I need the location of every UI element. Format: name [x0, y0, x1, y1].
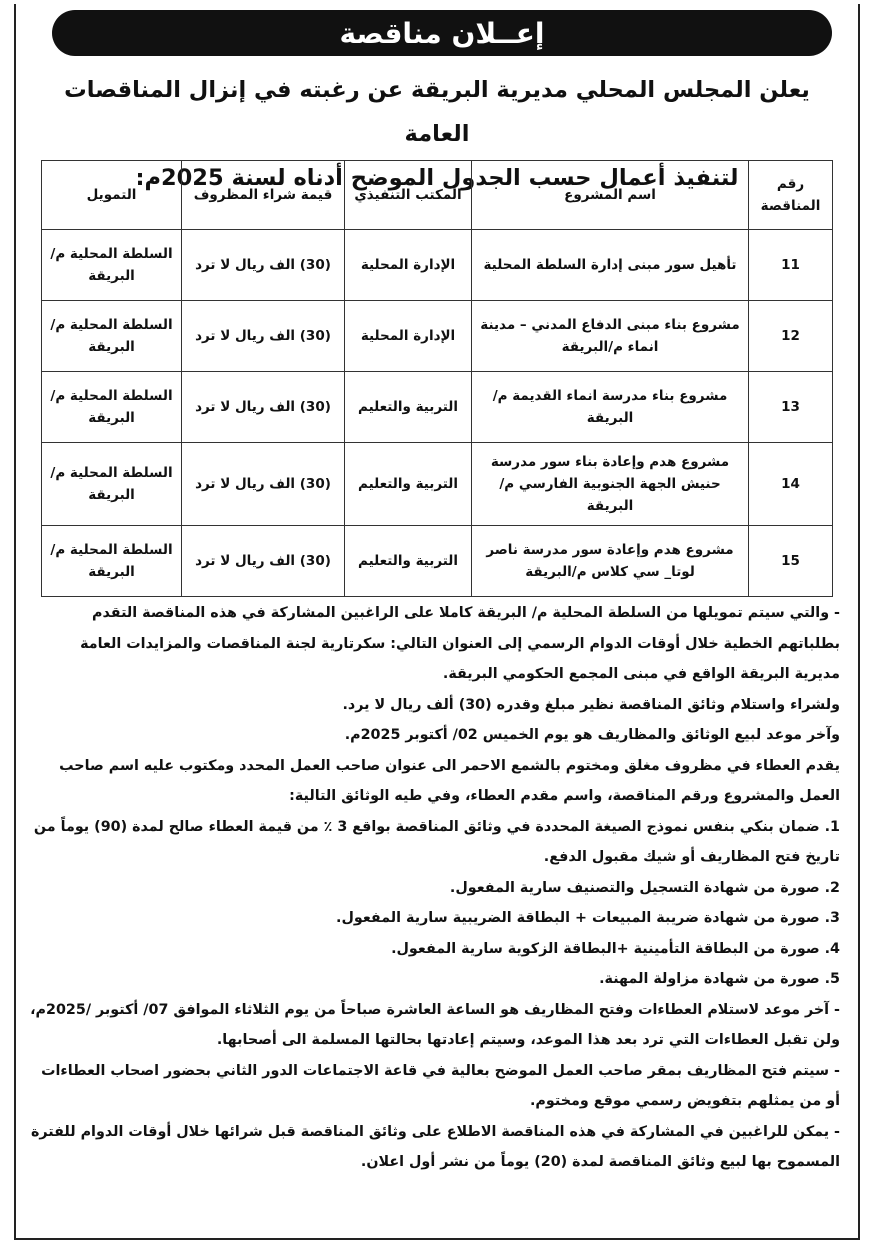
cell-price: (30) الف ريال لا ترد	[182, 443, 345, 526]
paragraph-sale-deadline: وآخر موعد لبيع الوثائق والمظاريف هو يوم الخميس 02/ أكتوبر 2025م.	[344, 727, 840, 743]
cell-funding: السلطة المحلية م/ البريقة	[42, 526, 182, 597]
cell-number: 12	[749, 301, 833, 372]
cell-number: 15	[749, 526, 833, 597]
intro-line-1: يعلن المجلس المحلي مديرية البريقة عن رغبته في إنزال المناقصات العامة	[64, 77, 810, 147]
cell-project: مشروع بناء مدرسة انماء القديمة م/البريقة	[472, 372, 749, 443]
table-header-row	[42, 161, 833, 230]
header-price: قيمة شراء المظروف	[182, 161, 345, 230]
cell-office: التربية والتعليم	[345, 372, 472, 443]
table-row	[42, 301, 833, 372]
paragraph-submission-rules: يقدم العطاء في مظروف مغلق ومختوم بالشمع الاحمر الى عنوان صاحب العمل المحدد ومكتوب عليه اسم صاحب العمل والمشروع ورقم المناقصة، واسم مقدم العطاء، وفي طيه الوثائق التالية:	[59, 757, 840, 804]
required-document-item: 3. صورة من شهادة ضريبة المبيعات + البطاقة الضريبية سارية المفعول.	[336, 910, 840, 926]
cell-funding: السلطة المحلية م/ البريقة	[42, 372, 182, 443]
required-document-item: 1. ضمان بنكي بنفس نموذج الصيغة المحددة في وثائق المناقصة بواقع 3 ٪ من قيمة العطاء صالح لمدة (90) يوماً من تاريخ فتح المظاريف أو شيك مقبول الدفع.	[33, 818, 840, 865]
header-funding: التمويل	[42, 161, 182, 230]
cell-price: (30) الف ريال لا ترد	[182, 230, 345, 301]
cell-funding: السلطة المحلية م/ البريقة	[42, 230, 182, 301]
cell-price: (30) الف ريال لا ترد	[182, 372, 345, 443]
header-number: رقم المناقصة	[749, 161, 833, 230]
table-row	[42, 372, 833, 443]
header-office: المكتب التنفيذي	[345, 161, 472, 230]
cell-office: التربية والتعليم	[345, 526, 472, 597]
paragraph-opening-location: - سيتم فتح المظاريف بمقر صاحب العمل الموضح بعالية في قاعة الاجتماعات الدور الثاني بحضور اصحاب العطاءات أو من يمثلهم بتفويض رسمي موقع ومختوم.	[41, 1062, 840, 1109]
cell-number: 13	[749, 372, 833, 443]
cell-number: 11	[749, 230, 833, 301]
cell-project: مشروع هدم وإعادة سور مدرسة ناصر لوتا_ سي كلاس م/البريقة	[472, 526, 749, 597]
cell-project: مشروع بناء مبنى الدفاع المدني – مدينة انماء م/البريقة	[472, 301, 749, 372]
required-document-item: 4. صورة من البطاقة التأمينية +البطاقة الزكوية سارية المفعول.	[391, 940, 840, 957]
banner-title: إعــلان مناقصة	[339, 16, 545, 50]
header-project: اسم المشروع	[472, 161, 749, 230]
cell-project: تأهيل سور مبنى إدارة السلطة المحلية	[472, 230, 749, 301]
intro-line-2: لتنفيذ أعمال حسب الجدول الموضح أدناه لسنة 2025م:	[135, 165, 739, 191]
paragraph-opening-deadline: - آخر موعد لاستلام العطاءات وفتح المظاريف هو الساعة العاشرة صباحاً من يوم الثلاثاء الموافق 07/ أكتوبر /2025م، ولن تقبل العطاءات التي ترد بعد هذا الموعد، وسيتم إعادتها بحالتها المسلمة الى أصحابها.	[30, 1001, 840, 1048]
cell-office: الإدارة المحلية	[345, 301, 472, 372]
table-row	[42, 526, 833, 597]
cell-price: (30) الف ريال لا ترد	[182, 301, 345, 372]
tenders-table	[41, 160, 833, 597]
paragraph-document-review: - يمكن للراغبين في المشاركة في هذه المناقصة الاطلاع على وثائق المناقصة قبل شرائها خلال أوقات الدوام للفترة المسموح بها لبيع وثائق المناقصة لمدة (20) يوماً من نشر أول اعلان.	[30, 1123, 840, 1170]
table-row	[42, 443, 833, 526]
cell-office: الإدارة المحلية	[345, 230, 472, 301]
cell-office: التربية والتعليم	[345, 443, 472, 526]
cell-price: (30) الف ريال لا ترد	[182, 526, 345, 597]
cell-number: 14	[749, 443, 833, 526]
paragraph-document-price: ولشراء واستلام وثائق المناقصة نظير مبلغ وقدره (30) ألف ريال لا يرد.	[342, 696, 840, 713]
cell-funding: السلطة المحلية م/ البريقة	[42, 443, 182, 526]
announcement-banner	[52, 10, 832, 56]
cell-funding: السلطة المحلية م/ البريقة	[42, 301, 182, 372]
cell-project: مشروع هدم وإعادة بناء سور مدرسة حنيش الجهة الجنوبية الفارسي م/البريقة	[472, 443, 749, 526]
required-document-item: 2. صورة من شهادة التسجيل والتصنيف سارية المفعول.	[449, 879, 840, 896]
table-row	[42, 230, 833, 301]
paragraph-funding-address: - والتي سيتم تمويلها من السلطة المحلية م/ البريقة كاملا على الراغبين المشاركة في هذه المناقصة التقدم بطلباتهم الخطية خلال أوقات الدوام الرسمي إلى العنوان التالي: سكرتارية لجنة المناقصات والمزايدات العامة مديرية البريقة الواقع في مبنى المجمع الحكومي البريقة.	[80, 605, 840, 682]
required-document-item: 5. صورة من شهادة مزاولة المهنة.	[599, 971, 840, 987]
announcement-body	[30, 598, 840, 1178]
